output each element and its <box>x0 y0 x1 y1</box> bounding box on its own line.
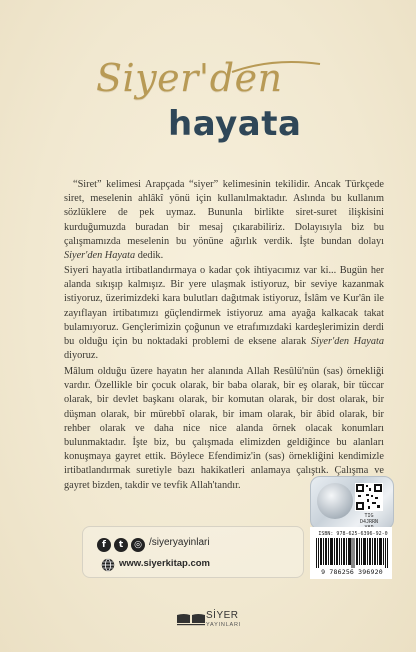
title-hayata: hayata <box>168 104 302 144</box>
publisher-name: SİYER <box>206 610 239 621</box>
qr-code <box>355 483 383 511</box>
publisher-subtitle: YAYINLARI <box>206 622 242 628</box>
instagram-icon: ◎ <box>131 538 145 552</box>
sticker-code: TIG D4JRRN <box>359 513 379 525</box>
security-sticker <box>310 476 394 530</box>
social-media-box <box>82 526 304 578</box>
paragraph-siret: “Siret” kelimesi Arapçada “siyer” kelimesinin tekilidir. Ancak Türkçede siret, meselenin ahlâkî yönü için kullanılmaktadır. Aslında bu kullanım sözlüklere de pek uymaz. Bununla birlikte siret-suret ilişkisini kurduğumuzda buradan bir mesaj çıkarabiliriz. Dolayısıyla biz bu çalışmamızda meselenin bu yönüne ağırlık verdik. İşte bundan dolayı Siyer'den Hayata dedik. <box>64 179 384 262</box>
globe-icon <box>101 558 115 572</box>
facebook-icon: f <box>97 538 111 552</box>
title-siyerden: Siyer'den <box>96 56 283 100</box>
paragraph-ornek: Mâlum olduğu üzere hayatın her alanında Allah Resûlü'nün (sas) örnekliği vardır. Özellikle bir çocuk olarak, bir baba olarak, bir eş olarak, bir tüccar olarak, bir devlet başkanı olarak, bir komutan olarak, bir dost olarak, bir düşman olarak, bir mürebbî olarak, bir imam olarak, bir âbid olarak, bir rehber olarak ve daha nice nice alanda örnek olacak konumları bulunmaktadır. İşte biz, bu çalışmada elimizden geldiğince bu alanları konuşmaya gayret ettik. Böylece Efendimiz'in (sas) örnekliğini kendimizle irtibatlandırmak suretiyle bazı hakikatleri anlamaya çalıştık. Çalışma ve gayret bizden, takdir ve tevfik Allah'tandır. <box>64 366 384 491</box>
barcode-bars <box>316 538 388 568</box>
publisher-book-icon <box>176 612 206 626</box>
social-handle: /siyeryayinlari <box>149 537 210 548</box>
barcode-number: 9 786256 396920 <box>321 568 383 576</box>
title-swash-decoration <box>230 58 322 78</box>
twitter-icon: t <box>114 538 128 552</box>
isbn-text: ISBN: 978-625-6396-92-0 <box>318 531 388 537</box>
website-url: www.siyerkitap.com <box>119 558 210 569</box>
isbn-barcode <box>310 527 392 579</box>
paragraph-siyer-hayat: Siyeri hayatla irtibatlandırmaya o kadar çok ihtiyacımız var ki... Bugün her alanda sıkışıp kalmışız. Bir yere ulaşmak istiyoruz, bir seviye kazanmak istiyoruz, üzerimizdeki kara bulutları dağıtmak istiyoruz, İslâm ve Kur'ân ile zayıflayan irtibatımızı güçlendirmek istiyoruz ama ayağa kalkacak takat bulamıyoruz. Gençlerimizin çoğunun ve etrafımızdaki kardeşlerimizin derdi bu olduğu için bu noktadaki problemi de eksene alarak Siyer'den Hayata diyoruz. <box>64 265 384 362</box>
